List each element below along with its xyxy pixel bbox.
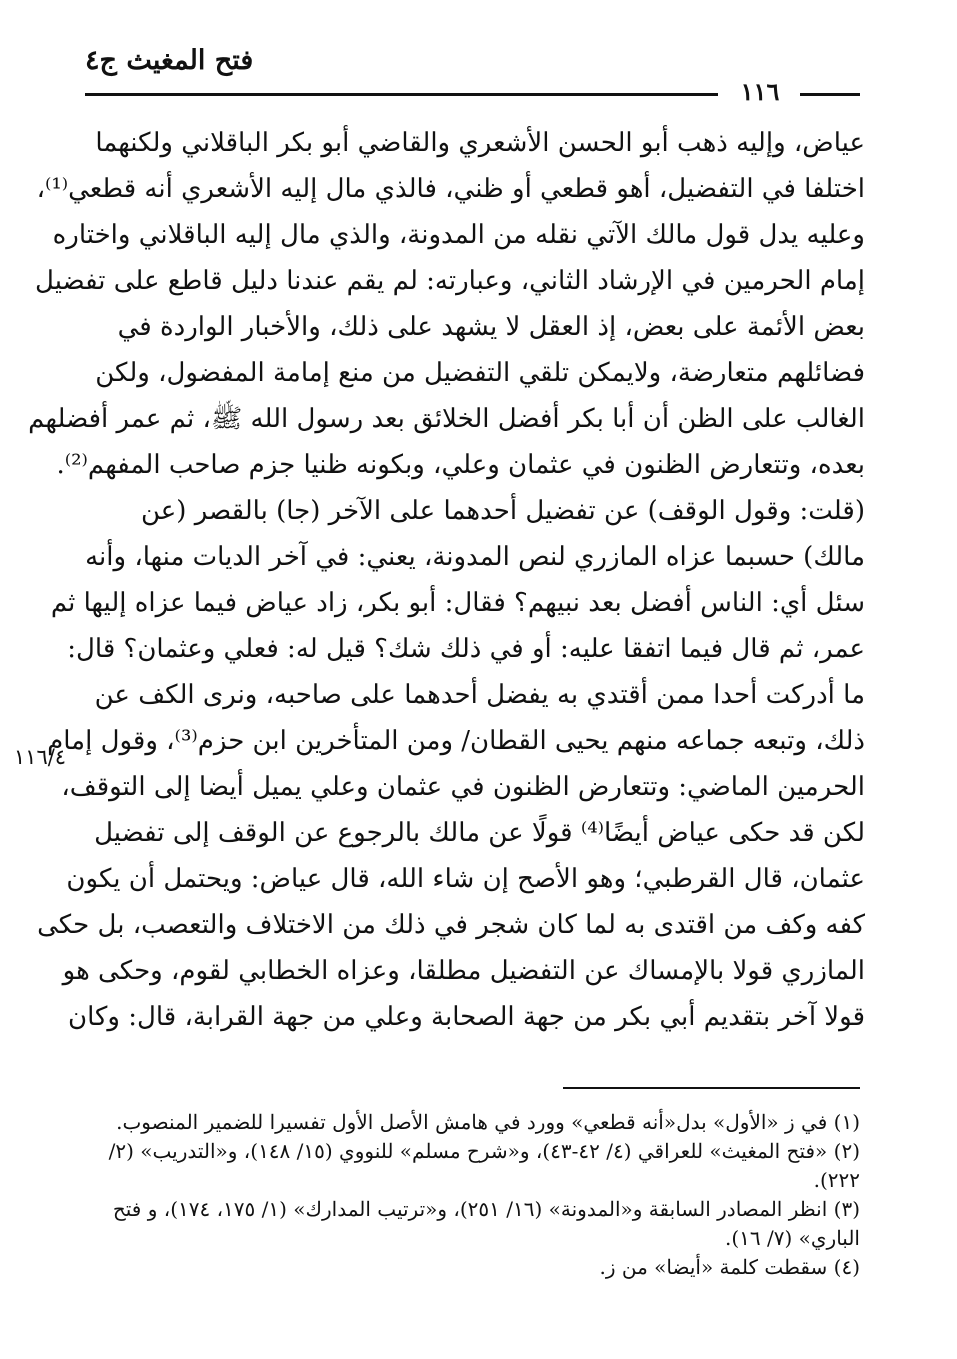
text-line: كفه وكف من اقتدى به لما كان شجر في ذلك من الاختلاف والتعصب، بل حكى [37, 910, 865, 940]
footnote-line: (١) في ز «الأول» بدل«أنه قطعي» وورد في هامش الأصل الأول تفسيرا للضمير المنصوب. [116, 1110, 860, 1134]
text-line: قولا آخر بتقديم أبي بكر من جهة الصحابة وعلي من جهة القرابة، قال: وكان [68, 1002, 865, 1032]
text-line: عثمان، قال القرطبي؛ وهو الأصح إن شاء الله، قال عياض: ويحتمل أن يكون [66, 864, 865, 894]
text-line: سئل أي: الناس أفضل بعد نبيهم؟ فقال: أبو بكر، زاد عياض فيما عزاه إليها ثم [50, 588, 865, 618]
margin-page-reference: ١١٦/٤ [13, 745, 67, 769]
footnote-separator [563, 1087, 860, 1089]
text-line: الحرمين الماضي: وتتعارض الظنون في عثمان وعلي يميل أيضا إلى التوقف، [61, 772, 865, 802]
footnote-line: (٣) انظر المصادر السابقة و«المدونة» (١٦/ ٢٥١)، و«ترتيب المدارك» (١/ ١٧٥، ١٧٤)، و فتح [112, 1197, 860, 1221]
text-line: بعض الأئمة على بعض، إذ العقل لا يشهد على ذلك، والأخبار الواردة في [117, 312, 865, 342]
text-line: إمام الحرمين في الإرشاد الثاني، وعبارته: لم يقم عندنا دليل قاطع على تفضيل [35, 266, 865, 296]
text-line: اختلفا في التفضيل، أهو قطعي أو ظني، فالذي مال إليه الأشعري أنه قطعي⁽¹⁾، [36, 174, 865, 204]
text-line: عياض، وإليه ذهب أبو الحسن الأشعري والقاضي أبو بكر الباقلاني ولكنهما [95, 128, 865, 158]
page-number: ١١٦ [740, 77, 780, 106]
text-line: عمر، ثم قال فيما اتفقا عليه: أو في ذلك شك؟ قيل له: فعلي وعثمان؟ قال: [67, 634, 865, 664]
text-line: لكن قد حكى عياض أيضًا⁽⁴⁾ قولًا عن مالك بالرجوع عن الوقف إلى تفضيل [94, 818, 865, 848]
text-line: الغالب على الظن أن أبا بكر أفضل الخلائق بعد رسول الله ﷺ، ثم عمر أفضلهم [28, 404, 865, 434]
text-line: المازري قولا بالإمساك عن التفضيل مطلقا، وعزاه الخطابي لقوم، وحكى هو [62, 956, 865, 986]
running-header-title: فتح المغيث ج٤ [85, 45, 254, 76]
footnote-line: (٢) «فتح المغيث» للعراقي (٤/ ٤٢-٤٣)، و«شرح مسلم» للنووي (١٥/ ١٤٨)، و«التدريب» (٢/ [108, 1139, 860, 1163]
text-line: (قلت: وقول الوقف) عن تفضيل أحدهما على الآخر (جا) بالقصر (عن [141, 496, 865, 526]
text-line: مالك) حسبما عزاه المازري لنص المدونة، يعني: في آخر الديات منها، وأنه [85, 542, 865, 572]
text-line: وعليه يدل قول مالك الآتي نقله من المدونة، والذي مال إليه الباقلاني واختاره [52, 220, 865, 250]
text-line: ذلك، وتبعه جماعه منهم يحيى القطان/ ومن المتأخرين ابن حزم⁽³⁾، وقول إمام [47, 726, 865, 756]
text-line: فضائلهم متعارضة، ولايمكن تلقي التفضيل من منع إمامة المفضول، ولكن [95, 358, 865, 388]
footnote-line: ٢٢٢). [813, 1168, 860, 1192]
header-rule [85, 93, 718, 96]
footnotes [95, 1108, 860, 1282]
text-line: بعده، وتتعارض الظنون في عثمان وعلي، وبكونه ظنيا جزم صاحب المفهم⁽²⁾. [56, 450, 865, 480]
footnote-line: الباري» (٧/ ١٦). [724, 1226, 860, 1250]
header-rule-short [800, 93, 860, 96]
text-line: ما أدركت أحدا ممن أقتدي به يفضل أحدهما على صاحبه، ونرى الكف عن [94, 680, 865, 710]
footnote-line: (٤) سقطت كلمة «أيضا» من ز. [599, 1255, 860, 1279]
